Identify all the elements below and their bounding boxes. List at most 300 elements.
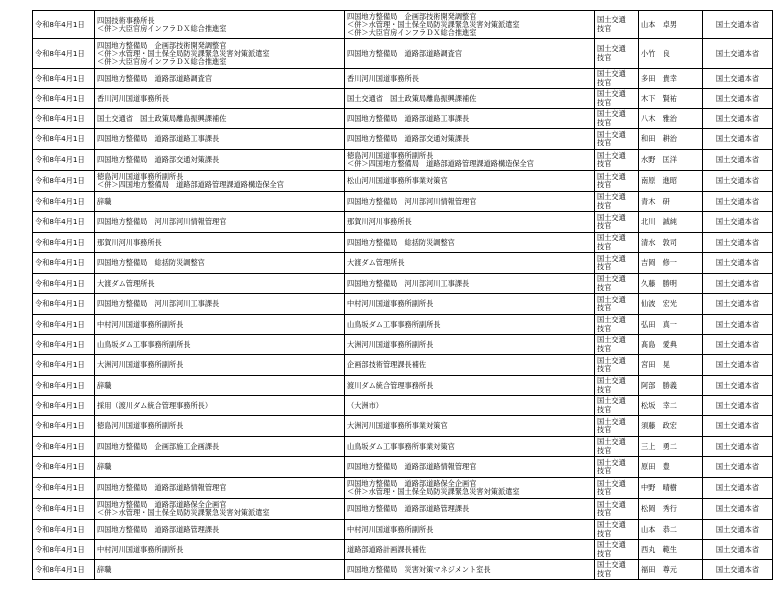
ministry-cell: 国土交通本省 bbox=[703, 150, 773, 171]
job-category-line: 国土交通 bbox=[597, 437, 626, 447]
new-post-line: 中村河川国道事務所副所長 bbox=[97, 544, 184, 554]
ministry-cell: 国土交通本省 bbox=[703, 520, 773, 540]
new-post-line: ＜併＞水管理・国土保全局防災課緊急災害対策派遣室 bbox=[97, 508, 270, 517]
previous-post-line: 四国地方整備局 道路部道路保全企画官 bbox=[347, 479, 477, 488]
table-row bbox=[33, 150, 773, 171]
ministry-cell: 国土交通本省 bbox=[703, 355, 773, 376]
job-category-line: 技官 bbox=[597, 117, 612, 127]
job-category-line: 技官 bbox=[597, 282, 612, 292]
job-category-line: 国土交通 bbox=[597, 44, 626, 54]
job-category-line: 技官 bbox=[597, 404, 612, 414]
previous-post-cell bbox=[345, 192, 595, 212]
personnel-table-body bbox=[33, 11, 773, 580]
ministry-cell: 国土交通本省 bbox=[703, 437, 773, 457]
new-post-line: 四国技術事務所長 bbox=[97, 15, 155, 25]
previous-post-cell bbox=[345, 69, 595, 89]
job-category-line: 国土交通 bbox=[597, 376, 626, 386]
new-post-line: 四国地方整備局 企画部施工企画課長 bbox=[97, 441, 220, 451]
job-category-line: 技官 bbox=[597, 303, 612, 312]
previous-post-line: 企画部技術管理課長補佐 bbox=[347, 360, 427, 369]
effective-date-cell: 令和8年4月1日 bbox=[33, 11, 95, 39]
previous-post-line: 四国地方整備局 総括防災調整官 bbox=[347, 237, 455, 247]
job-category-cell bbox=[595, 478, 639, 499]
new-post-cell bbox=[95, 212, 345, 233]
job-category-cell bbox=[595, 233, 639, 253]
previous-post-line: ＜併＞大臣官房インフラＤＸ総合推進室 bbox=[347, 27, 477, 37]
previous-post-line: 大渡ダム管理所長 bbox=[347, 258, 405, 267]
new-post-line: 四国地方整備局 道路部道路情報管理官 bbox=[97, 483, 227, 492]
new-post-line: 四国地方整備局 河川部河川情報管理官 bbox=[97, 217, 227, 226]
job-category-cell bbox=[595, 274, 639, 294]
new-post-line: 徳島河川国道事務所副所長 bbox=[97, 172, 184, 181]
previous-post-cell bbox=[345, 437, 595, 457]
effective-date-cell: 令和8年4月1日 bbox=[33, 437, 95, 457]
effective-date-cell: 令和8年4月1日 bbox=[33, 39, 95, 69]
previous-post-line: 山鳥坂ダム工事事務所事業対策官 bbox=[347, 441, 455, 451]
table-row bbox=[33, 560, 773, 580]
previous-post-cell bbox=[345, 89, 595, 109]
previous-post-cell bbox=[345, 171, 595, 192]
job-category-cell bbox=[595, 499, 639, 520]
person-name-cell: 阿部 勝義 bbox=[639, 376, 703, 396]
job-category-line: 技官 bbox=[597, 159, 612, 168]
effective-date-cell: 令和8年4月1日 bbox=[33, 294, 95, 315]
effective-date-cell: 令和8年4月1日 bbox=[33, 129, 95, 150]
previous-post-line: （大洲市） bbox=[347, 400, 383, 410]
new-post-cell bbox=[95, 376, 345, 396]
table-row bbox=[33, 396, 773, 416]
ministry-cell: 国土交通本省 bbox=[703, 315, 773, 335]
effective-date-cell: 令和8年4月1日 bbox=[33, 171, 95, 192]
previous-post-line: 道路部道路計画課長補佐 bbox=[347, 544, 427, 554]
ministry-cell: 国土交通本省 bbox=[703, 540, 773, 560]
previous-post-line: 渡川ダム統合管理事務所長 bbox=[347, 380, 434, 390]
person-name-cell: 和田 耕治 bbox=[639, 129, 703, 150]
new-post-cell bbox=[95, 89, 345, 109]
ministry-cell: 国土交通本省 bbox=[703, 11, 773, 39]
ministry-cell: 国土交通本省 bbox=[703, 274, 773, 294]
person-name-cell: 須藤 政宏 bbox=[639, 416, 703, 437]
table-row bbox=[33, 233, 773, 253]
job-category-cell bbox=[595, 437, 639, 457]
job-category-line: 国土交通 bbox=[597, 396, 626, 406]
person-name-cell: 木下 賢祐 bbox=[639, 89, 703, 109]
new-post-line: ＜併＞大臣官房インフラＤＸ総合推進室 bbox=[97, 56, 227, 66]
new-post-cell bbox=[95, 457, 345, 478]
person-name-cell: 松岡 秀行 bbox=[639, 499, 703, 520]
person-name-cell: 青木 研 bbox=[639, 192, 703, 212]
table-row bbox=[33, 315, 773, 335]
previous-post-line: 四国地方整備局 災害対策マネジメント室長 bbox=[347, 564, 491, 574]
person-name-cell: 清水 敦司 bbox=[639, 233, 703, 253]
effective-date-cell: 令和8年4月1日 bbox=[33, 89, 95, 109]
job-category-cell bbox=[595, 11, 639, 39]
ministry-cell: 国土交通本省 bbox=[703, 39, 773, 69]
person-name-cell: 弘田 真一 bbox=[639, 315, 703, 335]
new-post-line: 辞職 bbox=[97, 380, 112, 390]
table-row bbox=[33, 355, 773, 376]
new-post-cell bbox=[95, 560, 345, 580]
new-post-cell bbox=[95, 478, 345, 499]
table-row bbox=[33, 540, 773, 560]
job-category-line: 国土交通 bbox=[597, 540, 626, 550]
job-category-line: 国土交通 bbox=[597, 150, 626, 160]
previous-post-line: 大洲河川国道事務所事業対策官 bbox=[347, 421, 448, 430]
table-row bbox=[33, 171, 773, 192]
effective-date-cell: 令和8年4月1日 bbox=[33, 192, 95, 212]
job-category-cell bbox=[595, 294, 639, 315]
ministry-cell: 国土交通本省 bbox=[703, 233, 773, 253]
previous-post-cell bbox=[345, 315, 595, 335]
new-post-line: 四国地方整備局 河川部河川工事課長 bbox=[97, 299, 220, 308]
previous-post-line: 大洲河川国道事務所副所長 bbox=[347, 339, 434, 349]
person-name-cell: 三上 勇二 bbox=[639, 437, 703, 457]
new-post-cell bbox=[95, 69, 345, 89]
job-category-cell bbox=[595, 520, 639, 540]
person-name-cell: 松坂 幸二 bbox=[639, 396, 703, 416]
table-row bbox=[33, 192, 773, 212]
new-post-line: 辞職 bbox=[97, 462, 112, 471]
effective-date-cell: 令和8年4月1日 bbox=[33, 109, 95, 129]
new-post-cell bbox=[95, 192, 345, 212]
effective-date-cell: 令和8年4月1日 bbox=[33, 457, 95, 478]
job-category-line: 国土交通 bbox=[597, 212, 626, 222]
person-name-cell: 福田 尊元 bbox=[639, 560, 703, 580]
new-post-line: 四国地方整備局 道路部道路管理課長 bbox=[97, 524, 220, 534]
new-post-line: 山鳥坂ダム工事事務所副所長 bbox=[97, 339, 191, 349]
ministry-cell: 国土交通本省 bbox=[703, 192, 773, 212]
new-post-line: 大渡ダム管理所長 bbox=[97, 278, 155, 288]
new-post-cell bbox=[95, 294, 345, 315]
new-post-line: 大洲河川国道事務所副所長 bbox=[97, 360, 184, 369]
table-row bbox=[33, 416, 773, 437]
previous-post-cell bbox=[345, 457, 595, 478]
person-name-cell: 南原 進昭 bbox=[639, 171, 703, 192]
effective-date-cell: 令和8年4月1日 bbox=[33, 416, 95, 437]
new-post-cell bbox=[95, 355, 345, 376]
job-category-line: 国土交通 bbox=[597, 69, 626, 79]
job-category-line: 国土交通 bbox=[597, 335, 626, 345]
new-post-line: 四国地方整備局 道路部交通対策課長 bbox=[97, 155, 220, 164]
effective-date-cell: 令和8年4月1日 bbox=[33, 396, 95, 416]
ministry-cell: 国土交通本省 bbox=[703, 396, 773, 416]
job-category-cell bbox=[595, 150, 639, 171]
new-post-line: ＜併＞水管理・国土保全局防災課緊急災害対策派遣室 bbox=[97, 48, 270, 58]
previous-post-line: ＜併＞水管理・国土保全局防災課緊急災害対策派遣室 bbox=[347, 19, 520, 29]
previous-post-line: 中村河川国道事務所副所長 bbox=[347, 299, 434, 308]
new-post-cell bbox=[95, 171, 345, 192]
person-name-cell: 小竹 良 bbox=[639, 39, 703, 69]
ministry-cell: 国土交通本省 bbox=[703, 294, 773, 315]
job-category-line: 国土交通 bbox=[597, 457, 626, 467]
job-category-line: 技官 bbox=[597, 180, 612, 189]
new-post-cell bbox=[95, 396, 345, 416]
previous-post-cell bbox=[345, 39, 595, 69]
effective-date-cell: 令和8年4月1日 bbox=[33, 315, 95, 335]
job-category-line: 技官 bbox=[597, 77, 612, 87]
person-name-cell: 山本 卓男 bbox=[639, 11, 703, 39]
effective-date-cell: 令和8年4月1日 bbox=[33, 233, 95, 253]
previous-post-cell bbox=[345, 253, 595, 274]
effective-date-cell: 令和8年4月1日 bbox=[33, 520, 95, 540]
previous-post-line: 四国地方整備局 河川部河川工事課長 bbox=[347, 278, 470, 288]
new-post-cell bbox=[95, 39, 345, 69]
table-row bbox=[33, 69, 773, 89]
job-category-line: 技官 bbox=[597, 200, 612, 210]
job-category-line: 技官 bbox=[597, 97, 612, 107]
new-post-line: 四国地方整備局 道路部道路工事課長 bbox=[97, 134, 220, 143]
effective-date-cell: 令和8年4月1日 bbox=[33, 376, 95, 396]
new-post-cell bbox=[95, 274, 345, 294]
previous-post-cell bbox=[345, 294, 595, 315]
job-category-line: 技官 bbox=[597, 445, 612, 455]
new-post-cell bbox=[95, 150, 345, 171]
new-post-cell bbox=[95, 233, 345, 253]
previous-post-cell bbox=[345, 376, 595, 396]
personnel-table bbox=[32, 10, 773, 580]
ministry-cell: 国土交通本省 bbox=[703, 89, 773, 109]
table-row bbox=[33, 109, 773, 129]
table-row bbox=[33, 253, 773, 274]
ministry-cell: 国土交通本省 bbox=[703, 376, 773, 396]
previous-post-line: 香川河川国道事務所長 bbox=[347, 73, 419, 83]
previous-post-cell bbox=[345, 499, 595, 520]
new-post-line: 四国地方整備局 道路部道路保全企画官 bbox=[97, 500, 227, 509]
job-category-cell bbox=[595, 212, 639, 233]
previous-post-cell bbox=[345, 416, 595, 437]
job-category-line: 国土交通 bbox=[597, 315, 626, 325]
person-name-cell: 山本 恭二 bbox=[639, 520, 703, 540]
previous-post-cell bbox=[345, 109, 595, 129]
job-category-cell bbox=[595, 129, 639, 150]
person-name-cell: 髙島 愛典 bbox=[639, 335, 703, 355]
table-row bbox=[33, 274, 773, 294]
effective-date-cell: 令和8年4月1日 bbox=[33, 499, 95, 520]
job-category-line: 技官 bbox=[597, 52, 612, 62]
job-category-line: 国土交通 bbox=[597, 499, 626, 509]
ministry-cell: 国土交通本省 bbox=[703, 212, 773, 233]
ministry-cell: 国土交通本省 bbox=[703, 69, 773, 89]
previous-post-cell bbox=[345, 355, 595, 376]
previous-post-cell bbox=[345, 233, 595, 253]
job-category-line: 技官 bbox=[597, 425, 612, 434]
new-post-line: 徳島河川国道事務所副所長 bbox=[97, 421, 184, 430]
person-name-cell: 吉岡 修一 bbox=[639, 253, 703, 274]
new-post-line: 辞職 bbox=[97, 564, 112, 574]
job-category-line: 技官 bbox=[597, 568, 612, 578]
previous-post-line: ＜併＞四国地方整備局 道路部道路管理課道路構造保全官 bbox=[347, 159, 534, 168]
new-post-cell bbox=[95, 109, 345, 129]
previous-post-cell bbox=[345, 212, 595, 233]
job-category-line: 国土交通 bbox=[597, 233, 626, 243]
table-row bbox=[33, 499, 773, 520]
new-post-line: ＜併＞大臣官房インフラＤＸ総合推進室 bbox=[97, 23, 227, 33]
person-name-cell: 八木 雅治 bbox=[639, 109, 703, 129]
ministry-cell: 国土交通本省 bbox=[703, 171, 773, 192]
new-post-line: 採用（渡川ダム統合管理事務所長） bbox=[97, 400, 213, 410]
job-category-line: 技官 bbox=[597, 23, 612, 33]
job-category-line: 技官 bbox=[597, 466, 612, 475]
job-category-cell bbox=[595, 396, 639, 416]
ministry-cell: 国土交通本省 bbox=[703, 335, 773, 355]
job-category-line: 国土交通 bbox=[597, 416, 626, 426]
job-category-cell bbox=[595, 335, 639, 355]
previous-post-cell bbox=[345, 150, 595, 171]
job-category-cell bbox=[595, 457, 639, 478]
new-post-line: 中村河川国道事務所副所長 bbox=[97, 319, 184, 329]
effective-date-cell: 令和8年4月1日 bbox=[33, 274, 95, 294]
previous-post-line: 四国地方整備局 企画部技術開発調整官 bbox=[347, 11, 477, 21]
table-row bbox=[33, 89, 773, 109]
ministry-cell: 国土交通本省 bbox=[703, 478, 773, 499]
job-category-line: 技官 bbox=[597, 487, 612, 496]
effective-date-cell: 令和8年4月1日 bbox=[33, 212, 95, 233]
job-category-cell bbox=[595, 39, 639, 69]
new-post-cell bbox=[95, 540, 345, 560]
new-post-line: ＜併＞四国地方整備局 道路部道路管理課道路構造保全官 bbox=[97, 180, 284, 189]
previous-post-line: 中村河川国道事務所副所長 bbox=[347, 524, 434, 534]
table-row bbox=[33, 437, 773, 457]
new-post-line: 四国地方整備局 総括防災調整官 bbox=[97, 258, 205, 267]
effective-date-cell: 令和8年4月1日 bbox=[33, 540, 95, 560]
previous-post-line: 松山河川国道事務所事業対策官 bbox=[347, 176, 448, 185]
person-name-cell: 北川 誠純 bbox=[639, 212, 703, 233]
job-category-cell bbox=[595, 171, 639, 192]
job-category-line: 国土交通 bbox=[597, 355, 626, 365]
table-row bbox=[33, 520, 773, 540]
effective-date-cell: 令和8年4月1日 bbox=[33, 560, 95, 580]
new-post-cell bbox=[95, 315, 345, 335]
effective-date-cell: 令和8年4月1日 bbox=[33, 253, 95, 274]
table-row bbox=[33, 376, 773, 396]
table-row bbox=[33, 11, 773, 39]
job-category-line: 国土交通 bbox=[597, 192, 626, 202]
previous-post-cell bbox=[345, 11, 595, 39]
table-row bbox=[33, 457, 773, 478]
person-name-cell: 西丸 範生 bbox=[639, 540, 703, 560]
job-category-line: 技官 bbox=[597, 343, 612, 353]
job-category-cell bbox=[595, 355, 639, 376]
table-row bbox=[33, 478, 773, 499]
new-post-line: 国土交通省 国土政策局離島振興課補佐 bbox=[97, 113, 227, 123]
job-category-line: 国土交通 bbox=[597, 253, 626, 263]
ministry-cell: 国土交通本省 bbox=[703, 560, 773, 580]
job-category-line: 技官 bbox=[597, 384, 612, 394]
previous-post-cell bbox=[345, 396, 595, 416]
new-post-cell bbox=[95, 499, 345, 520]
previous-post-line: 山鳥坂ダム工事事務所副所長 bbox=[347, 319, 441, 329]
person-name-cell: 久藤 勝明 bbox=[639, 274, 703, 294]
job-category-line: 技官 bbox=[597, 548, 612, 558]
job-category-line: 国土交通 bbox=[597, 294, 626, 304]
person-name-cell: 多田 貴幸 bbox=[639, 69, 703, 89]
table-row bbox=[33, 335, 773, 355]
previous-post-line: ＜併＞水管理・国土保全局防災課緊急災害対策派遣室 bbox=[347, 487, 520, 496]
previous-post-cell bbox=[345, 520, 595, 540]
new-post-line: 香川河川国道事務所長 bbox=[97, 93, 169, 103]
job-category-line: 技官 bbox=[597, 262, 612, 271]
job-category-cell bbox=[595, 540, 639, 560]
job-category-line: 国土交通 bbox=[597, 560, 626, 570]
person-name-cell: 水野 匡洋 bbox=[639, 150, 703, 171]
job-category-line: 国土交通 bbox=[597, 109, 626, 119]
effective-date-cell: 令和8年4月1日 bbox=[33, 355, 95, 376]
new-post-line: 辞職 bbox=[97, 196, 112, 206]
new-post-cell bbox=[95, 11, 345, 39]
job-category-line: 技官 bbox=[597, 221, 612, 230]
job-category-line: 国土交通 bbox=[597, 171, 626, 181]
job-category-cell bbox=[595, 253, 639, 274]
job-category-line: 技官 bbox=[597, 364, 612, 373]
table-row bbox=[33, 39, 773, 69]
job-category-cell bbox=[595, 416, 639, 437]
person-name-cell: 中野 晴樹 bbox=[639, 478, 703, 499]
ministry-cell: 国土交通本省 bbox=[703, 129, 773, 150]
person-name-cell: 原田 豊 bbox=[639, 457, 703, 478]
job-category-line: 技官 bbox=[597, 508, 612, 517]
previous-post-cell bbox=[345, 335, 595, 355]
job-category-line: 国土交通 bbox=[597, 478, 626, 488]
new-post-line: 那賀川河川事務所長 bbox=[97, 237, 162, 247]
previous-post-cell bbox=[345, 274, 595, 294]
table-row bbox=[33, 129, 773, 150]
table-row bbox=[33, 212, 773, 233]
job-category-cell bbox=[595, 89, 639, 109]
new-post-cell bbox=[95, 129, 345, 150]
new-post-cell bbox=[95, 437, 345, 457]
previous-post-cell bbox=[345, 560, 595, 580]
new-post-cell bbox=[95, 335, 345, 355]
ministry-cell: 国土交通本省 bbox=[703, 457, 773, 478]
previous-post-line: 四国地方整備局 道路部道路情報管理官 bbox=[347, 462, 477, 471]
job-category-line: 技官 bbox=[597, 323, 612, 333]
ministry-cell: 国土交通本省 bbox=[703, 109, 773, 129]
previous-post-line: 徳島河川国道事務所副所長 bbox=[347, 151, 434, 160]
job-category-cell bbox=[595, 109, 639, 129]
job-category-cell bbox=[595, 192, 639, 212]
previous-post-line: 国土交通省 国土政策局離島振興課補佐 bbox=[347, 93, 477, 103]
table-row bbox=[33, 294, 773, 315]
job-category-line: 技官 bbox=[597, 528, 612, 538]
ministry-cell: 国土交通本省 bbox=[703, 253, 773, 274]
job-category-line: 国土交通 bbox=[597, 274, 626, 284]
previous-post-cell bbox=[345, 540, 595, 560]
job-category-line: 国土交通 bbox=[597, 89, 626, 99]
job-category-cell bbox=[595, 376, 639, 396]
effective-date-cell: 令和8年4月1日 bbox=[33, 69, 95, 89]
job-category-line: 技官 bbox=[597, 241, 612, 251]
previous-post-line: 四国地方整備局 河川部河川情報管理官 bbox=[347, 196, 477, 206]
effective-date-cell: 令和8年4月1日 bbox=[33, 478, 95, 499]
job-category-line: 国土交通 bbox=[597, 129, 626, 139]
personnel-table-container bbox=[32, 10, 773, 580]
previous-post-line: 四国地方整備局 道路部交通対策課長 bbox=[347, 134, 470, 143]
new-post-line: 四国地方整備局 道路部道路調査官 bbox=[97, 73, 213, 83]
new-post-cell bbox=[95, 520, 345, 540]
effective-date-cell: 令和8年4月1日 bbox=[33, 150, 95, 171]
previous-post-cell bbox=[345, 129, 595, 150]
person-name-cell: 宮田 晃 bbox=[639, 355, 703, 376]
new-post-line: 四国地方整備局 企画部技術開発調整官 bbox=[97, 40, 227, 50]
previous-post-cell bbox=[345, 478, 595, 499]
job-category-cell bbox=[595, 69, 639, 89]
job-category-line: 技官 bbox=[597, 138, 612, 147]
ministry-cell: 国土交通本省 bbox=[703, 416, 773, 437]
previous-post-line: 那賀川河川事務所長 bbox=[347, 217, 412, 226]
job-category-line: 国土交通 bbox=[597, 520, 626, 530]
person-name-cell: 仙波 宏光 bbox=[639, 294, 703, 315]
job-category-line: 国土交通 bbox=[597, 15, 626, 25]
